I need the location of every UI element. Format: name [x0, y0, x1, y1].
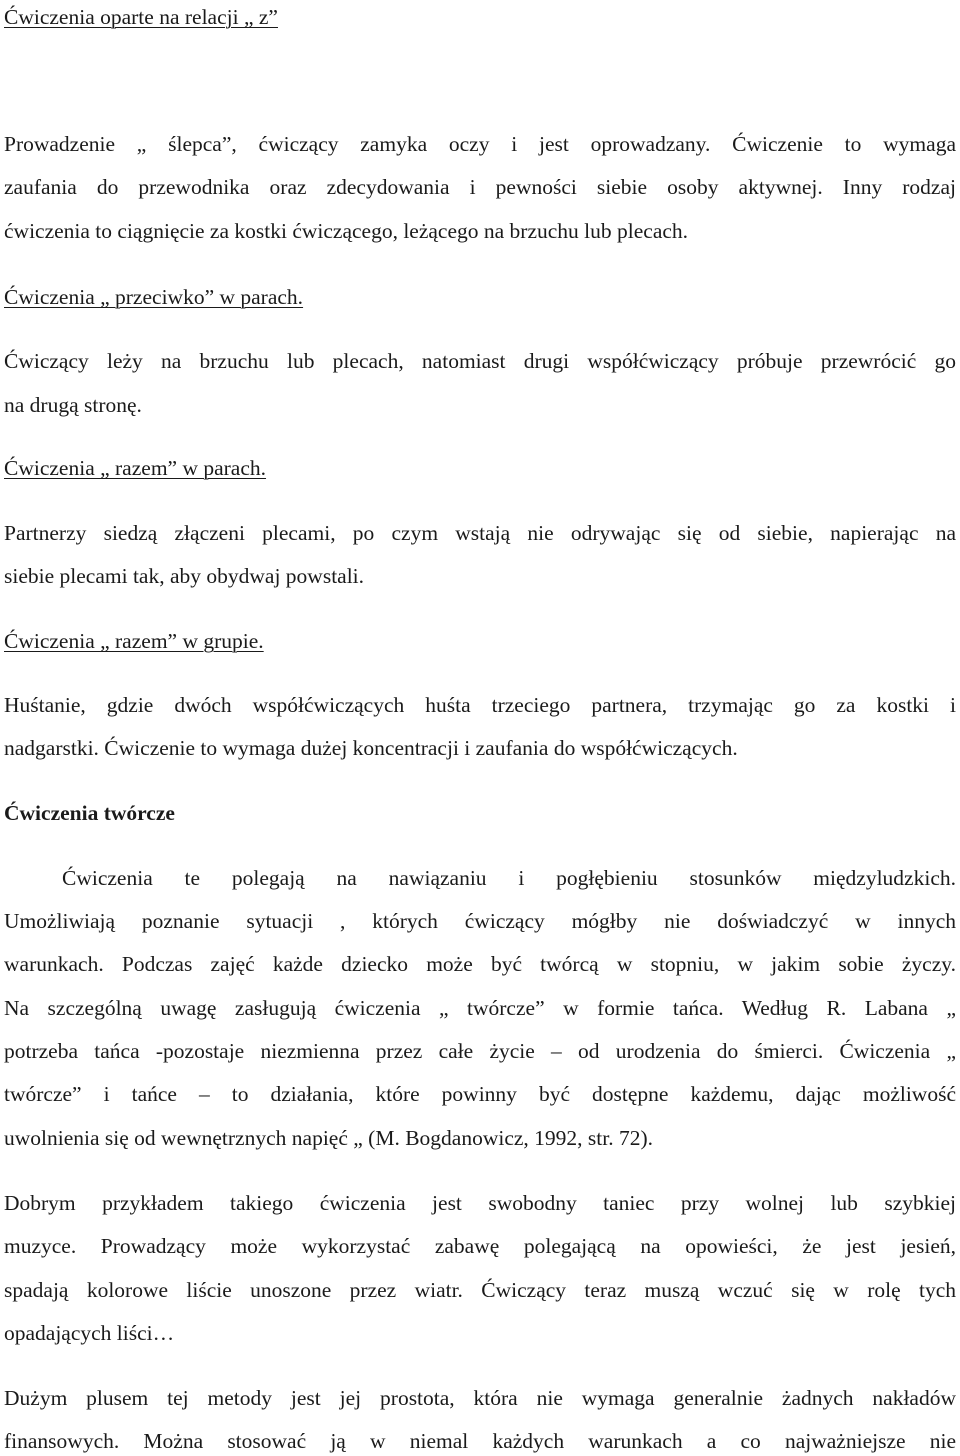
paragraph-blind-line-1: Prowadzenie „ ślepca”, ćwiczący zamyka oczy i jest oprowadzany. Ćwiczenie to wymaga [4, 132, 956, 156]
paragraph-creative-line-2: Umożliwiają poznanie sytuacji , których ćwiczący mógłby nie doświadczyć w innych [4, 909, 956, 933]
paragraph-creative-line-1: Ćwiczenia te polegają na nawiązaniu i pogłębieniu stosunków międzyludzkich. [62, 866, 956, 890]
paragraph-blind-line-2: zaufania do przewodnika oraz zdecydowania i pewności siebie osoby aktywnej. Inny rodzaj [4, 175, 956, 199]
heading-against: Ćwiczenia „ przeciwko” w parach. [4, 285, 304, 309]
paragraph-example-line-4: opadających liści… [4, 1321, 175, 1345]
heading-creative: Ćwiczenia twórcze [4, 801, 175, 825]
paragraph-creative-line-4: Na szczególną uwagę zasługują ćwiczenia „ twórcze” w formie tańca. Według R. Labana „ [4, 996, 956, 1020]
paragraph-against-line-1: Ćwiczący leży na brzuchu lub plecach, natomiast drugi współćwiczący próbuje przewrócić go [4, 349, 956, 373]
heading-together-group: Ćwiczenia „ razem” w grupie. [4, 629, 264, 653]
paragraph-together-pairs-line-2: siebie plecami tak, aby obydwaj powstali. [4, 564, 365, 588]
paragraph-together-group-line-1: Huśtanie, gdzie dwóch współćwiczących huśta trzeciego partnera, trzymając go za kostki i [4, 693, 956, 717]
paragraph-creative-line-6: twórcze” i tańce – to działania, które powinny być dostępne każdemu, dając możliwość [4, 1082, 956, 1106]
heading-relation: Ćwiczenia oparte na relacji „ z” [4, 5, 278, 29]
heading-together-pairs: Ćwiczenia „ razem” w parach. [4, 456, 267, 480]
paragraph-example-line-1: Dobrym przykładem takiego ćwiczenia jest swobodny taniec przy wolnej lub szybkiej [4, 1191, 956, 1215]
paragraph-creative-line-7: uwolnienia się od wewnętrznych napięć „ (M. Bogdanowicz, 1992, str. 72). [4, 1126, 654, 1150]
paragraph-against-line-2: na drugą stronę. [4, 393, 142, 417]
paragraph-creative-line-3: warunkach. Podczas zajęć każde dziecko może być twórcą w stopniu, w jakim sobie życzy. [4, 952, 956, 976]
paragraph-example-line-2: muzyce. Prowadzący może wykorzystać zabawę polegającą na opowieści, że jest jesień, [4, 1234, 956, 1258]
paragraph-example-line-3: spadają kolorowe liście unoszone przez wiatr. Ćwiczący teraz muszą wczuć się w rolę tych [4, 1278, 956, 1302]
paragraph-together-pairs-line-1: Partnerzy siedzą złączeni plecami, po czym wstają nie odrywając się od siebie, napierając na [4, 521, 956, 545]
paragraph-advantage-line-1: Dużym plusem tej metody jest jej prostota, która nie wymaga generalnie żadnych nakładów [4, 1386, 956, 1410]
paragraph-together-group-line-2: nadgarstki. Ćwiczenie to wymaga dużej koncentracji i zaufania do współćwiczących. [4, 736, 738, 760]
paragraph-advantage-line-2: finansowych. Można stosować ją w niemal każdych warunkach a co najważniejsze nie [4, 1429, 956, 1453]
paragraph-creative-line-5: potrzeba tańca -pozostaje niezmienna przez całe życie – od urodzenia do śmierci. Ćwiczenia „ [4, 1039, 956, 1063]
paragraph-blind-line-3: ćwiczenia to ciągnięcie za kostki ćwiczącego, leżącego na brzuchu lub plecach. [4, 219, 689, 243]
